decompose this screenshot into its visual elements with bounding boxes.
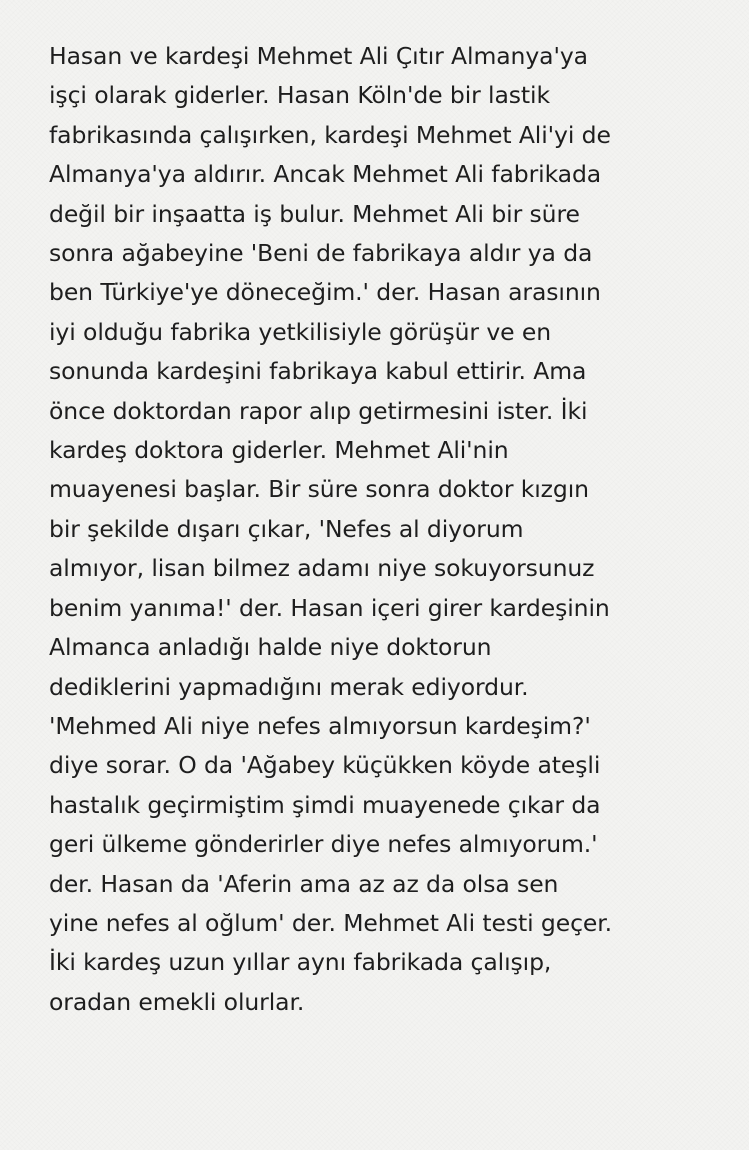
note-line: fabrikasında çalışırken, kardeşi Mehmet Ali'yi de bbox=[49, 120, 611, 149]
note-line: geri ülkeme gönderirler diye nefes almıyorum.' bbox=[49, 830, 598, 859]
note-line: diye sorar. O da 'Ağabey küçükken köyde ateşli bbox=[49, 751, 601, 780]
note-line: hastalık geçirmiştim şimdi muayenede çıkar da bbox=[49, 790, 601, 819]
note-line: yine nefes al oğlum' der. Mehmet Ali testi geçer. bbox=[49, 908, 613, 937]
note-body-text bbox=[49, 37, 739, 1022]
note-line: Almanya'ya aldırır. Ancak Mehmet Ali fabrikada bbox=[49, 160, 602, 189]
note-line: 'Mehmed Ali niye nefes almıyorsun kardeşim?' bbox=[49, 711, 591, 740]
note-line: değil bir inşaatta iş bulur. Mehmet Ali bir süre bbox=[49, 199, 580, 228]
note-line: İki kardeş uzun yıllar aynı fabrikada çalışıp, bbox=[49, 948, 552, 977]
note-line: Almanca anladığı halde niye doktorun bbox=[49, 633, 492, 662]
note-line: bir şekilde dışarı çıkar, 'Nefes al diyorum bbox=[49, 514, 524, 543]
note-line: oradan emekli olurlar. bbox=[49, 987, 305, 1016]
note-line: önce doktordan rapor alıp getirmesini ister. İki bbox=[49, 396, 588, 425]
note-line: almıyor, lisan bilmez adamı niye sokuyorsunuz bbox=[49, 554, 595, 583]
note-line: kardeş doktora giderler. Mehmet Ali'nin bbox=[49, 436, 509, 465]
note-line: Hasan ve kardeşi Mehmet Ali Çıtır Almanya'ya bbox=[49, 42, 588, 70]
note-line: iyi olduğu fabrika yetkilisiyle görüşür ve en bbox=[49, 317, 552, 346]
note-line: sonra ağabeyine 'Beni de fabrikaya aldır ya da bbox=[49, 239, 593, 268]
note-line: işçi olarak giderler. Hasan Köln'de bir lastik bbox=[49, 81, 550, 110]
note-line: der. Hasan da 'Aferin ama az az da olsa sen bbox=[49, 869, 559, 898]
note-line: benim yanıma!' der. Hasan içeri girer kardeşinin bbox=[49, 593, 610, 622]
note-line: dediklerini yapmadığını merak ediyordur. bbox=[49, 672, 529, 701]
note-line: ben Türkiye'ye döneceğim.' der. Hasan arasının bbox=[49, 278, 601, 307]
note-line: sonunda kardeşini fabrikaya kabul ettirir. Ama bbox=[49, 357, 587, 386]
note-line: muayenesi başlar. Bir süre sonra doktor kızgın bbox=[49, 475, 589, 504]
